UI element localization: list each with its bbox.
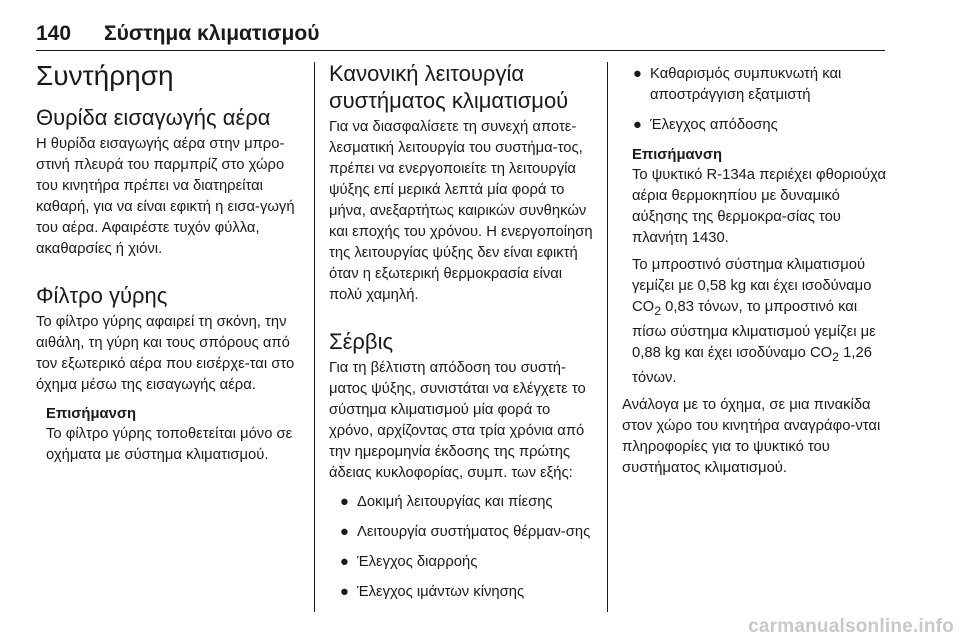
note-text: Το μπροστινό σύστημα κλιματισμού γεμίζει με 0,58 kg και έχει ισοδύναμο $CO_2$ 0,83 τόνων, το μπροστινό και πίσω σύστημα κλιματισμού γεμίζει με 0,88 kg και έχει ισοδύναμο $CO_2$ 1,26 τόνων.	[632, 257, 876, 386]
subsection-heading: Φίλτρο γύρης	[36, 283, 168, 308]
bullet-icon: ●	[340, 554, 349, 570]
column-middle	[329, 58, 594, 612]
bullet-icon: ●	[633, 117, 642, 133]
chapter-title: Σύστημα κλιματισμού	[104, 22, 320, 45]
subsection-heading: Θυρίδα εισαγωγής αέρα	[36, 105, 271, 130]
watermark: carmanualsonline.info	[748, 616, 954, 637]
list-item: ● Έλεγχος απόδοσης	[622, 115, 886, 136]
paragraph: Για τη βέλτιστη απόδοση του συστή-ματος ψύξης, συνιστάται να ελέγχετε το σύστημα κλιματισμού μία φορά το χρόνο, αρχίζοντας στα τρία χρόνια από την ημερομηνία έκδοσης της πρώτης άδειας κυκλοφορίας, συμπ. των εξής:	[329, 360, 586, 481]
paragraph: Για να διασφαλίσετε τη συνεχή αποτε-λεσματική λειτουργία του συστήμα-τος, πρέπει να ενεργοποιείτε τη λειτουργία ψύξης επί μερικά λεπτά μία φορά το μήνα, ανεξαρτήτως καιρικών συνθηκών και εποχής του χρόνου. Η ενεργοποίηση της λειτουργίας ψύξης δεν είναι εφικτή όταν η εξωτερική θερμοκρασία είναι πολύ χαμηλή.	[329, 119, 593, 303]
note-title: Επισήμανση	[46, 406, 137, 422]
section-title: Συντήρηση	[36, 60, 174, 91]
page-header	[36, 20, 885, 51]
paragraph: Το φίλτρο γύρης αφαιρεί τη σκόνη, την αιθάλη, τη γύρη και τους σπόρους από τον εξωτερικό αέρα που εισέρχε-ται στο όχημα μέσω της εισαγωγής αέρα.	[36, 314, 295, 393]
bullet-icon: ●	[340, 584, 349, 600]
list-item: ● Δοκιμή λειτουργίας και πίεσης	[329, 492, 594, 513]
bullet-list	[622, 64, 886, 136]
page-number: 140	[36, 22, 72, 45]
bullet-icon: ●	[633, 66, 642, 82]
subsection-heading: Σέρβις	[329, 329, 394, 354]
bullet-icon: ●	[340, 494, 349, 510]
column-right	[622, 58, 886, 479]
paragraph: Ανάλογα με το όχημα, σε μια πινακίδα στον χώρο του κινητήρα αναγράφο-νται πληροφορίες για το ψυκτικό του συστήματος κλιματισμού.	[622, 396, 881, 476]
column-divider	[607, 62, 608, 612]
paragraph: Η θυρίδα εισαγωγής αέρα στην μπρο-στινή πλευρά του παρμπρίζ στο χώρο του κινητήρα πρέπει να διατηρείται καθαρή, για να είναι εφικτή η εισα-γωγή του αέρα. Αφαιρέστε τυχόν φύλλα, ακαθαρσίες ή χιόνι.	[36, 136, 295, 257]
subsection-heading: Κανονική λειτουργία συστήματος κλιματισμού	[329, 61, 569, 113]
list-item: ● Έλεγχος ιμάντων κίνησης	[329, 582, 594, 603]
bullet-icon: ●	[340, 524, 349, 540]
note-title: Επισήμανση	[632, 147, 723, 163]
bullet-list	[329, 492, 594, 603]
note-box	[632, 145, 886, 389]
note-text: Το ψυκτικό R-134a περιέχει φθοριούχα αέρια θερμοκηπίου με δυναμικό αύξησης της θερμοκρα-σίας του πλανήτη 1430.	[632, 167, 886, 246]
list-item: ● Έλεγχος διαρροής	[329, 552, 594, 573]
list-item: ● Λειτουργία συστήματος θέρμαν-σης	[329, 522, 594, 543]
list-item: ● Καθαρισμός συμπυκνωτή και αποστράγγιση εξατμιστή	[633, 66, 842, 103]
column-left	[36, 58, 300, 466]
note-box	[46, 404, 300, 466]
note-text: Το φίλτρο γύρης τοποθετείται μόνο σε οχήματα με σύστημα κλιματισμού.	[46, 426, 293, 463]
column-divider	[314, 62, 315, 612]
